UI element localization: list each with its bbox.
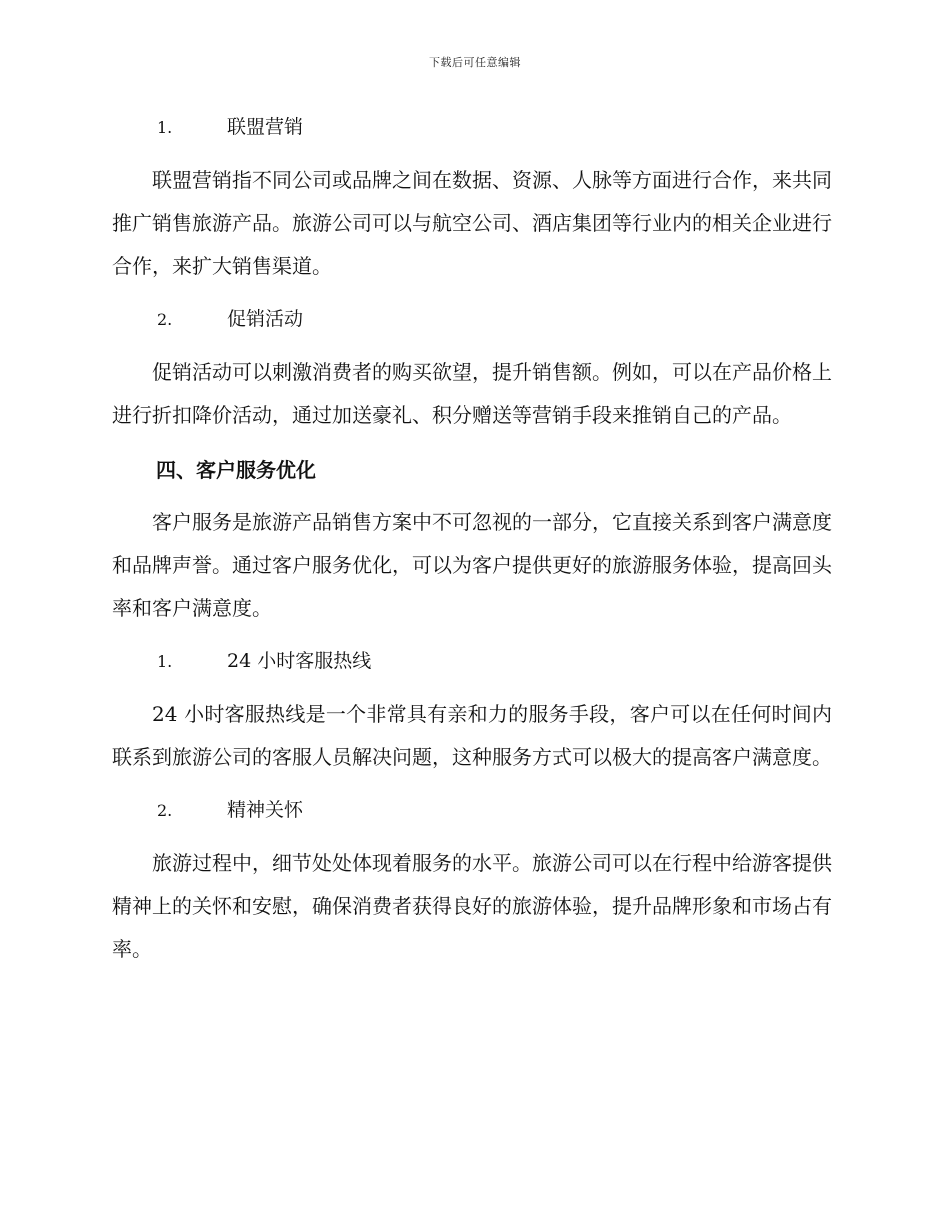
paragraph-hotline: 24 小时客服热线是一个非常具有亲和力的服务手段，客户可以在任何时间内联系到旅游公司的客服人员解决问题，这种服务方式可以极大的提高客户满意度。	[112, 702, 832, 769]
list-heading-alliance-marketing	[112, 106, 832, 149]
list-number: 1.	[157, 652, 173, 671]
list-number: 2.	[157, 801, 173, 820]
header-note: 下载后可任意编辑	[429, 56, 521, 69]
paragraph-promotion: 促销活动可以刺激消费者的购买欲望，提升销售额。例如，可以在产品价格上进行折扣降价活动，通过加送豪礼、积分赠送等营销手段来推销自己的产品。	[112, 360, 832, 427]
section-heading-customer-service: 四、客户服务优化	[156, 458, 316, 482]
paragraph-customer-service-intro: 客户服务是旅游产品销售方案中不可忽视的一部分，它直接关系到客户满意度和品牌声誉。通过客户服务优化，可以为客户提供更好的旅游服务体验，提高回头率和客户满意度。	[112, 510, 832, 620]
list-title: 促销活动	[227, 308, 304, 330]
list-heading-care	[112, 789, 832, 832]
list-number: 1.	[157, 118, 173, 137]
list-title: 联盟营销	[227, 116, 304, 138]
list-heading-hotline	[112, 640, 832, 683]
paragraph-alliance-marketing: 联盟营销指不同公司或品牌之间在数据、资源、人脉等方面进行合作，来共同推广销售旅游产品。旅游公司可以与航空公司、酒店集团等行业内的相关企业进行合作，来扩大销售渠道。	[112, 168, 832, 278]
document-content	[112, 106, 832, 971]
paragraph-care: 旅游过程中，细节处处体现着服务的水平。旅游公司可以在行程中给游客提供精神上的关怀和安慰，确保消费者获得良好的旅游体验，提升品牌形象和市场占有率。	[112, 851, 832, 961]
list-heading-promotion	[112, 298, 832, 341]
list-title: 24 小时客服热线	[227, 650, 372, 672]
list-number: 2.	[157, 310, 173, 329]
list-title: 精神关怀	[227, 799, 304, 821]
